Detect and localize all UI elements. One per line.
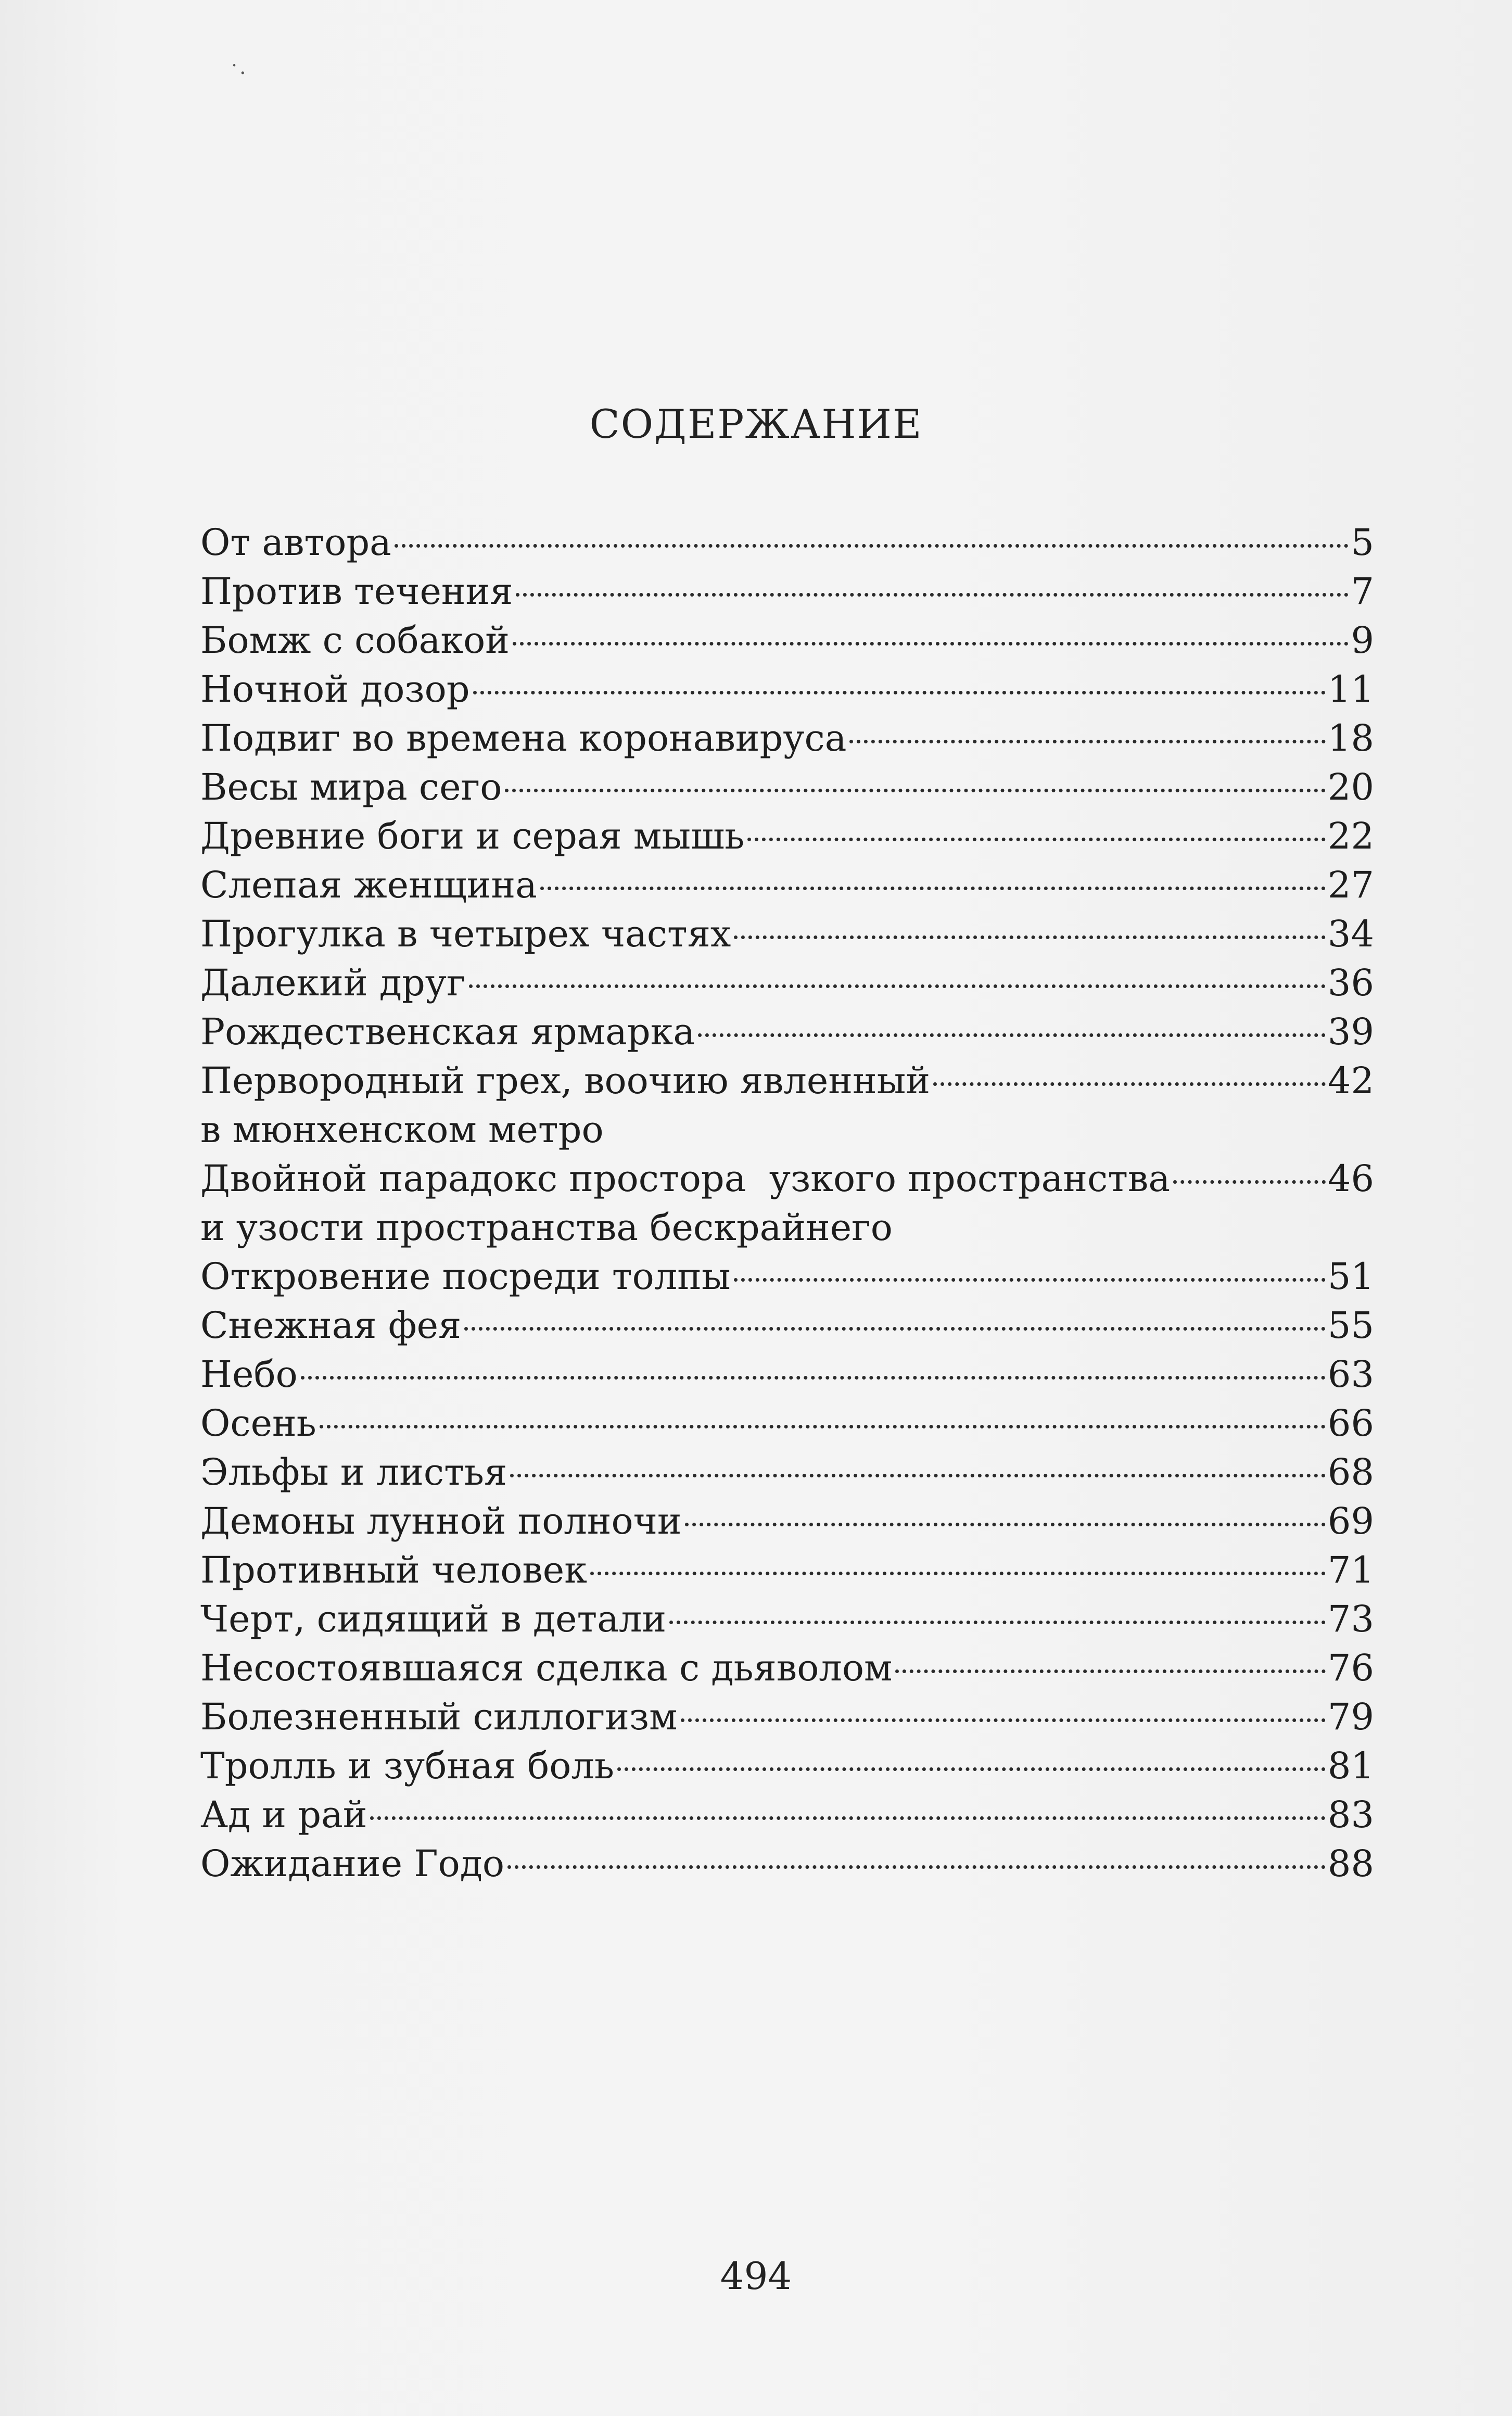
dot-leader: [617, 1767, 1326, 1771]
toc-entry[interactable]: [200, 1741, 1374, 1790]
toc-entry-title: Снежная фея: [200, 1304, 462, 1347]
dot-leader: [464, 1327, 1326, 1331]
toc-entry-page: 51: [1327, 1255, 1374, 1298]
toc-entry-title: Несостоявшаяся сделка с дьяволом: [200, 1647, 893, 1689]
toc-entry[interactable]: [200, 665, 1374, 714]
toc-entry-title: Древние боги и серая мышь: [200, 815, 745, 857]
toc-entry-title: Весы мира сего: [200, 766, 502, 808]
toc-entry-page: 88: [1327, 1842, 1374, 1885]
dot-leader: [734, 935, 1326, 939]
toc-entry-title: Прогулка в четырех частях: [200, 913, 731, 955]
dot-leader: [469, 984, 1326, 988]
dot-leader: [590, 1572, 1326, 1575]
dot-leader: [669, 1621, 1326, 1624]
dot-leader: [747, 838, 1326, 841]
toc-entry-title: Откровение посреди толпы: [200, 1255, 731, 1298]
dot-leader: [473, 691, 1326, 694]
toc-entry-title: Подвиг во времена коронавируса: [200, 717, 847, 760]
toc-entry[interactable]: [200, 1546, 1374, 1595]
toc-entry-page: 66: [1327, 1402, 1374, 1445]
toc-entry-title: Ожидание Годо: [200, 1842, 504, 1885]
toc-entry[interactable]: [200, 1448, 1374, 1497]
dot-leader: [320, 1425, 1326, 1428]
toc-entry-title: Демоны лунной полночи: [200, 1500, 682, 1542]
toc-entry[interactable]: [200, 763, 1374, 812]
toc-entry-page: 27: [1327, 864, 1374, 906]
dot-leader: [698, 1033, 1326, 1037]
toc-entry-title: Ночной дозор: [200, 668, 470, 711]
dot-leader: [1173, 1180, 1326, 1184]
toc-entry[interactable]: [200, 861, 1374, 909]
dot-leader: [395, 544, 1349, 548]
toc-entry-title: Небо: [200, 1353, 298, 1396]
dot-leader: [516, 593, 1349, 597]
toc-entry[interactable]: [200, 1301, 1374, 1350]
toc-entry[interactable]: [200, 1790, 1374, 1839]
toc-entry[interactable]: [200, 616, 1374, 665]
toc-entry-page: 42: [1327, 1059, 1374, 1102]
toc-entry-page: 20: [1327, 766, 1374, 808]
toc-entry-page: 22: [1327, 815, 1374, 857]
toc-entry[interactable]: [200, 1056, 1374, 1154]
toc-entry-page: 9: [1351, 619, 1374, 662]
toc-entry[interactable]: [200, 812, 1374, 861]
toc-entry[interactable]: [200, 567, 1374, 616]
dot-leader: [895, 1669, 1326, 1673]
toc-entry[interactable]: [200, 1154, 1374, 1252]
toc-entry-title: Бомж с собакой: [200, 619, 510, 662]
toc-entry-title: Слепая женщина: [200, 864, 537, 906]
dot-leader: [301, 1376, 1326, 1380]
toc-entry[interactable]: [200, 1643, 1374, 1692]
toc-entry-page: 79: [1327, 1696, 1374, 1738]
dot-leader: [505, 789, 1326, 792]
dot-leader: [540, 887, 1326, 890]
toc-entry-page: 36: [1327, 962, 1374, 1004]
toc-entry-page: 39: [1327, 1010, 1374, 1053]
toc-entry[interactable]: [200, 1692, 1374, 1741]
toc-entry-title: Черт, сидящий в детали: [200, 1598, 667, 1640]
toc-entry-page: 68: [1327, 1451, 1374, 1494]
toc-entry-page: 5: [1351, 521, 1374, 564]
toc-entry-title: Тролль и зубная боль: [200, 1744, 615, 1787]
dot-leader: [933, 1082, 1326, 1086]
dot-leader: [370, 1816, 1325, 1820]
toc-entry-page: 81: [1327, 1744, 1374, 1787]
dot-leader: [849, 740, 1325, 743]
page-number: 494: [720, 2254, 792, 2298]
toc-entry[interactable]: [200, 958, 1374, 1007]
toc-entry[interactable]: [200, 518, 1374, 567]
toc-entry-page: 7: [1351, 570, 1374, 613]
ink-speck: ˙·: [229, 61, 246, 85]
toc-entry-page: 46: [1327, 1157, 1374, 1200]
toc-entry-page: 76: [1327, 1647, 1374, 1689]
dot-leader: [513, 642, 1349, 646]
toc-entry-page: 83: [1327, 1793, 1374, 1836]
toc-entry-title: Первородный грех, воочию явленный в мюнхенском метро: [200, 1059, 931, 1151]
table-of-contents: [200, 518, 1374, 1888]
toc-entry-title: Далекий друг: [200, 962, 466, 1004]
dot-leader: [510, 1474, 1326, 1477]
toc-entry[interactable]: [200, 714, 1374, 763]
toc-entry-page: 71: [1327, 1549, 1374, 1591]
dot-leader: [507, 1865, 1326, 1869]
toc-entry[interactable]: [200, 1399, 1374, 1448]
toc-entry-title: Рождественская ярмарка: [200, 1010, 695, 1053]
toc-entry-title: Противный человек: [200, 1549, 587, 1591]
dot-leader: [681, 1718, 1326, 1722]
toc-entry-title: Двойной парадокс простора узкого пространства и узости пространства бескрайнего: [200, 1157, 1171, 1249]
toc-entry-page: 55: [1327, 1304, 1374, 1347]
toc-entry[interactable]: [200, 909, 1374, 958]
toc-entry[interactable]: [200, 1595, 1374, 1643]
toc-entry-page: 18: [1327, 717, 1374, 760]
toc-entry-page: 11: [1327, 668, 1374, 711]
toc-entry[interactable]: [200, 1007, 1374, 1056]
toc-entry-page: 69: [1327, 1500, 1374, 1542]
toc-entry-page: 34: [1327, 913, 1374, 955]
toc-entry-title: От автора: [200, 521, 391, 564]
page-title: СОДЕРЖАНИЕ: [589, 401, 923, 447]
toc-entry[interactable]: [200, 1350, 1374, 1399]
toc-entry-page: 63: [1327, 1353, 1374, 1396]
toc-entry-title: Эльфы и листья: [200, 1451, 507, 1494]
toc-entry[interactable]: [200, 1839, 1374, 1888]
toc-entry-title: Против течения: [200, 570, 513, 613]
toc-entry[interactable]: [200, 1252, 1374, 1301]
toc-entry-title: Осень: [200, 1402, 316, 1445]
toc-entry-page: 73: [1327, 1598, 1374, 1640]
dot-leader: [685, 1523, 1326, 1526]
dot-leader: [734, 1278, 1326, 1282]
toc-entry-title: Ад и рай: [200, 1793, 367, 1836]
toc-entry[interactable]: [200, 1497, 1374, 1546]
toc-entry-title: Болезненный силлогизм: [200, 1696, 678, 1738]
